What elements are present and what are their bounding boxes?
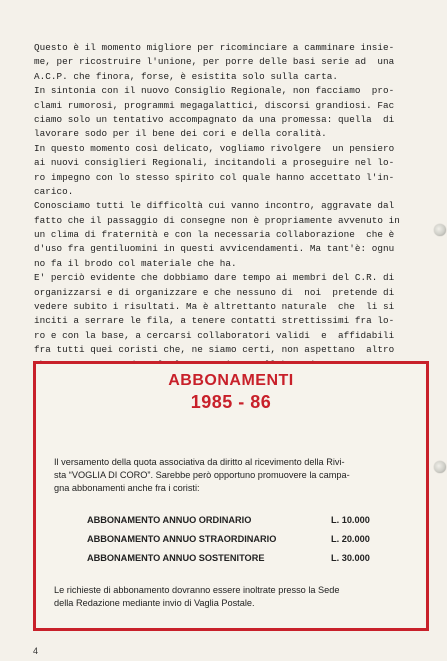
article-line: ro e con la base, a cercarsi collaboratori validi e affidabili <box>34 329 395 341</box>
outro-line: della Redazione mediante invio di Vaglia Postale. <box>54 598 255 609</box>
outro-line: Le richieste di abbonamento dovranno essere inoltrate presso la Sede <box>54 585 340 595</box>
subscription-intro <box>54 456 414 496</box>
rate-price: L. 10.000 <box>331 515 370 525</box>
article-line: clami rumorosi, programmi megagalattici, discorsi grandiosi. Fac <box>34 99 395 111</box>
rate-row <box>87 534 387 553</box>
article-line: ro impegno con lo stesso spirito col quale hanno accettato l'in- <box>34 171 395 183</box>
article-line: lavorare sodo per il bene dei cori e della coralità. <box>34 128 327 140</box>
article-line: no fa il brodo col materiale che ha. <box>34 257 237 269</box>
subscription-box <box>33 361 429 631</box>
article-line: A.C.P. che finora, forse, è esistita solo sulla carta. <box>34 70 338 82</box>
article-line: un clima di fraternità e con la necessaria collaborazione che è <box>34 229 395 241</box>
article-line: fatto che il passaggio di consegne non è propriamente avvenuto in <box>34 214 400 226</box>
article-line: In questo momento così delicato, vogliamo rivolgere un pensiero <box>34 142 395 154</box>
article-line: vedere subito i risultati. Ma è altrettanto naturale che li si <box>34 301 395 313</box>
rate-row <box>87 553 387 572</box>
subscription-years: 1985 - 86 <box>190 392 272 412</box>
article-line: ciamo solo un tentativo accompagnato da una promessa: quella di <box>34 113 395 125</box>
page-number: 4 <box>33 646 39 656</box>
rate-label: ABBONAMENTO ANNUO STRAORDINARIO <box>87 534 277 544</box>
article-line: organizzarsi e di organizzare e che nessuno di noi pretende di <box>34 286 395 298</box>
article-line: Conosciamo tutti le difficoltà cui vanno incontro, aggravate dal <box>34 200 395 212</box>
subscription-title: ABBONAMENTI <box>168 372 294 389</box>
article-line: Questo è il momento migliore per ricominciare a camminare insie- <box>34 42 395 53</box>
rate-label: ABBONAMENTO ANNUO ORDINARIO <box>87 515 252 525</box>
article-line: E' perciò evidente che dobbiamo dare tempo ai membri del C.R. di <box>34 272 395 284</box>
article-line: In sintonia con il nuovo Consiglio Regionale, non facciamo pro- <box>34 85 395 97</box>
rate-price: L. 30.000 <box>331 553 370 563</box>
subscription-rates <box>87 515 387 572</box>
article-body <box>34 41 434 372</box>
article-line: fra tutti quei coristi che, ne siamo certi, non aspettano altro <box>34 344 395 356</box>
rate-row <box>87 515 387 534</box>
intro-line: Il versamento della quota associativa da diritto al ricevimento della Rivi- <box>54 457 345 467</box>
article-line: ai nuovi consiglieri Regionali, incitandoli a proseguire nel lo- <box>34 157 395 169</box>
article-line: me, per ricostruire l'unione, per porre delle basi serie ad una <box>34 56 395 68</box>
subscription-instructions <box>54 584 414 610</box>
article-line: carico. <box>34 185 74 197</box>
intro-line: gna abbonamenti anche fra i coristi: <box>54 483 200 494</box>
rate-price: L. 20.000 <box>331 534 370 544</box>
article-line: d'uso fra gentiluomini in questi avvicendamenti. Ma tant'è: ognu <box>34 243 395 255</box>
article-line: inciti a serrare le fila, a tenere contatti strettissimi fra lo- <box>34 315 395 327</box>
binder-hole-icon <box>434 461 446 473</box>
intro-line: sta “VOGLIA DI CORO”. Sarebbe però opportuno promuovere la campa- <box>54 470 350 481</box>
binder-hole-icon <box>434 224 446 236</box>
rate-label: ABBONAMENTO ANNUO SOSTENITORE <box>87 553 265 563</box>
